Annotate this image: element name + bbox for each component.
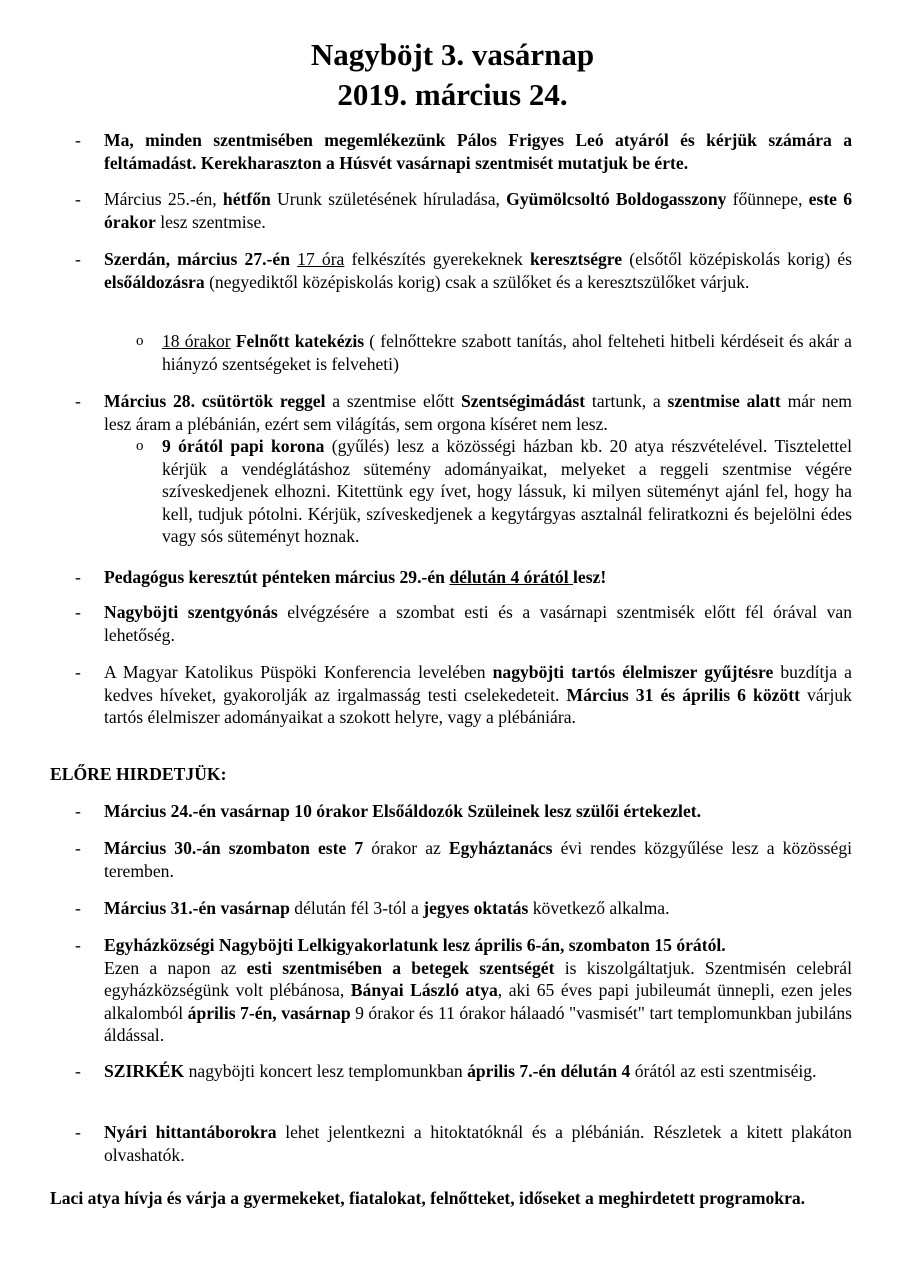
announcement-text <box>104 661 852 729</box>
announcement-text <box>104 248 852 293</box>
advance-text <box>104 800 852 823</box>
bullet-dash: - <box>75 189 81 209</box>
announcement-text <box>104 129 852 174</box>
text-segment: 18 órakor <box>162 331 231 351</box>
bullet-dash: - <box>75 567 81 587</box>
text-segment: buzdítja a kedves híveket, gyakorolják az irgalmasság testi cselekedeteit. <box>104 662 852 705</box>
bullet-dash: - <box>75 935 81 955</box>
text-segment: Nagyböjti szentgyónás <box>104 602 278 622</box>
text-segment: főünnepe, <box>726 189 809 209</box>
text-segment: Szentségimádást <box>461 391 586 411</box>
text-segment: Felnőtt katekézis <box>235 331 365 351</box>
bullet-dash: - <box>75 1122 81 1142</box>
text-segment: (negyediktől középiskolás korig) csak a szülőket és a keresztszülőket várjuk. <box>204 271 750 292</box>
bullet-dash: - <box>75 391 81 411</box>
text-segment: Egyházközségi Nagyböjti Lelkigyakorlatunk lesz április 6-án, szombaton 15 órától. <box>104 935 726 955</box>
text-segment: A Magyar Katolikus Püspöki Konferencia levelében <box>104 662 493 682</box>
text-segment: a szentmise előtt <box>325 391 462 411</box>
text-segment: Március 31 és április 6 között <box>566 684 800 705</box>
text-segment: Bányai László atya <box>350 980 498 1000</box>
text-segment: , aki 65 éves papi jubileumát ünnepli, ezen jeles alkalomból <box>104 980 853 1023</box>
text-segment: lesz szentmise. <box>155 211 266 232</box>
bullet-dash: - <box>75 838 81 858</box>
text-segment: délután 4 órától <box>449 567 574 587</box>
text-segment: ( felnőttekre szabott tanítás, ahol felteheti hitbeli kérdéseit és akár a hiányzó szentségeket is felveheti) <box>162 331 852 374</box>
advance-headline <box>104 934 852 957</box>
advance-text <box>104 837 852 882</box>
text-segment: Egyháztanács <box>448 838 553 858</box>
text-segment: Március 31.-én vasárnap <box>104 898 290 918</box>
text-segment: hétfőn <box>222 189 271 209</box>
text-segment: 9 órakor és 11 órakor hálaadó "vasmisét" tart templomunkban jubiláns áldással. <box>104 1002 852 1045</box>
text-segment: (gyűlés) lesz a közösségi házban kb. 20 atya részvételével. Tisztelettel kérjük a vendéglátáshoz sütemény adományaikat, melyeket a reggeli szentmise végére szíveskedjenek elhozni. Kitettünk egy ívet, hogy lássuk, ki milyen süteményt ajánl fel, hogy ha kell, tudjuk pótolni. Kérjük, szíveskedjenek a kegytárgyas asztalnál feliratkozni és bejelölni édes vagy sós süteményt hoznak. <box>162 436 852 546</box>
closing-text: Laci atya hívja és várja a gyermekeket, fiatalokat, felnőtteket, időseket a meghirdetett programokra. <box>50 1188 806 1208</box>
announcement-text <box>104 188 852 233</box>
text-segment: már nem lesz áram a plébánián, ezért sem világítás, sem orgona kíséret nem lesz. <box>104 391 852 434</box>
bullet-circle: o <box>136 333 144 349</box>
text-segment: órától az esti szentmiséig. <box>630 1061 817 1081</box>
sub-announcement-text <box>162 330 852 375</box>
text-segment: Ma, minden szentmisében megemlékezünk Pálos Frigyes Leó atyáról és kérjük számára a feltámadást. Kerekharaszton a Húsvét vasárnapi szentmisét mutatjuk be érte. <box>104 130 852 173</box>
text-segment: este 6 órakor <box>104 189 852 232</box>
text-segment: nagyböjti koncert lesz templomunkban <box>184 1061 468 1081</box>
text-segment: 9 órától papi korona <box>162 436 325 456</box>
text-segment: várjuk tartós élelmiszer adományaikat a szokott helyre, vagy a plébániára. <box>104 684 852 727</box>
text-segment: nagyböjti tartós élelmiszer gyűjtésre <box>492 662 774 682</box>
text-segment: következő alkalma. <box>528 898 670 918</box>
page-date: 2019. március 24. <box>337 77 568 112</box>
bullet-dash: - <box>75 898 81 918</box>
text-segment: Gyümölcsoltó Boldogasszony <box>506 189 727 209</box>
text-segment: Március 25.-én, <box>104 189 223 209</box>
text-segment: Március 28. csütörtök reggel <box>104 391 326 411</box>
text-segment: Pedagógus keresztút pénteken március 29.-én <box>104 567 450 587</box>
advance-text <box>104 1121 852 1166</box>
text-segment: Ezen a napon az <box>104 957 247 978</box>
advance-text <box>104 934 852 1047</box>
text-segment: elsőáldozásra <box>104 271 205 292</box>
text-segment: 17 óra <box>297 249 345 269</box>
text-segment: délután fél 3-tól a <box>289 898 424 918</box>
text-segment: április 7-én, vasárnap <box>187 1002 351 1023</box>
sub-announcement-text <box>162 435 852 548</box>
bullet-circle: o <box>136 438 144 454</box>
text-segment: Urunk születésének híruladása, <box>270 189 507 209</box>
text-segment: órakor az <box>363 838 449 858</box>
bullet-dash: - <box>75 249 81 269</box>
section-heading: ELŐRE HIRDETJÜK: <box>50 764 227 784</box>
text-segment: esti szentmisében a betegek szentségét <box>246 957 555 978</box>
text-segment: április 7.-én délután 4 <box>467 1061 631 1081</box>
announcement-text <box>104 566 852 589</box>
text-segment: évi rendes közgyűlése lesz a közösségi teremben. <box>104 838 853 881</box>
advance-text <box>104 1060 852 1083</box>
text-segment: keresztségre <box>529 249 623 269</box>
advance-text <box>104 897 852 920</box>
text-segment: tartunk, a <box>585 391 668 411</box>
text-segment: (elsőtől középiskolás korig) és <box>622 249 852 269</box>
bullet-dash: - <box>75 130 81 150</box>
bullet-dash: - <box>75 602 81 622</box>
text-segment: Március 24.-én vasárnap 10 órakor Elsőáldozók Szüleinek lesz szülői értekezlet. <box>104 801 702 821</box>
text-segment: jegyes oktatás <box>423 898 529 918</box>
text-segment: Március 30.-án szombaton este 7 <box>104 838 364 858</box>
text-segment: lehet jelentkezni a hitoktatóknál és a plébánián. Részletek a kitett plakáton olvashatók. <box>104 1122 852 1165</box>
announcement-text <box>104 601 852 646</box>
text-segment: is kiszolgáltatjuk. Szentmisén celebrál egyházközségünk volt plébánosa, <box>104 957 852 1000</box>
text-segment: Nyári hittantáborokra <box>104 1122 277 1142</box>
text-segment: felkészítés gyerekeknek <box>344 249 530 269</box>
bullet-dash: - <box>75 662 81 682</box>
text-segment: Szerdán, március 27.-én <box>104 249 290 269</box>
text-segment: elvégzésére a szombat esti és a vasárnapi szentmisék előtt fél órával van lehetőség. <box>104 602 852 645</box>
announcement-text <box>104 390 852 435</box>
text-segment: szentmise alatt <box>667 391 781 411</box>
bullet-dash: - <box>75 801 81 821</box>
bullet-dash: - <box>75 1061 81 1081</box>
text-segment: lesz! <box>573 567 607 587</box>
page-title: Nagyböjt 3. vasárnap <box>310 37 595 72</box>
advance-detail <box>104 957 852 1047</box>
text-segment: SZIRKÉK <box>104 1061 185 1081</box>
